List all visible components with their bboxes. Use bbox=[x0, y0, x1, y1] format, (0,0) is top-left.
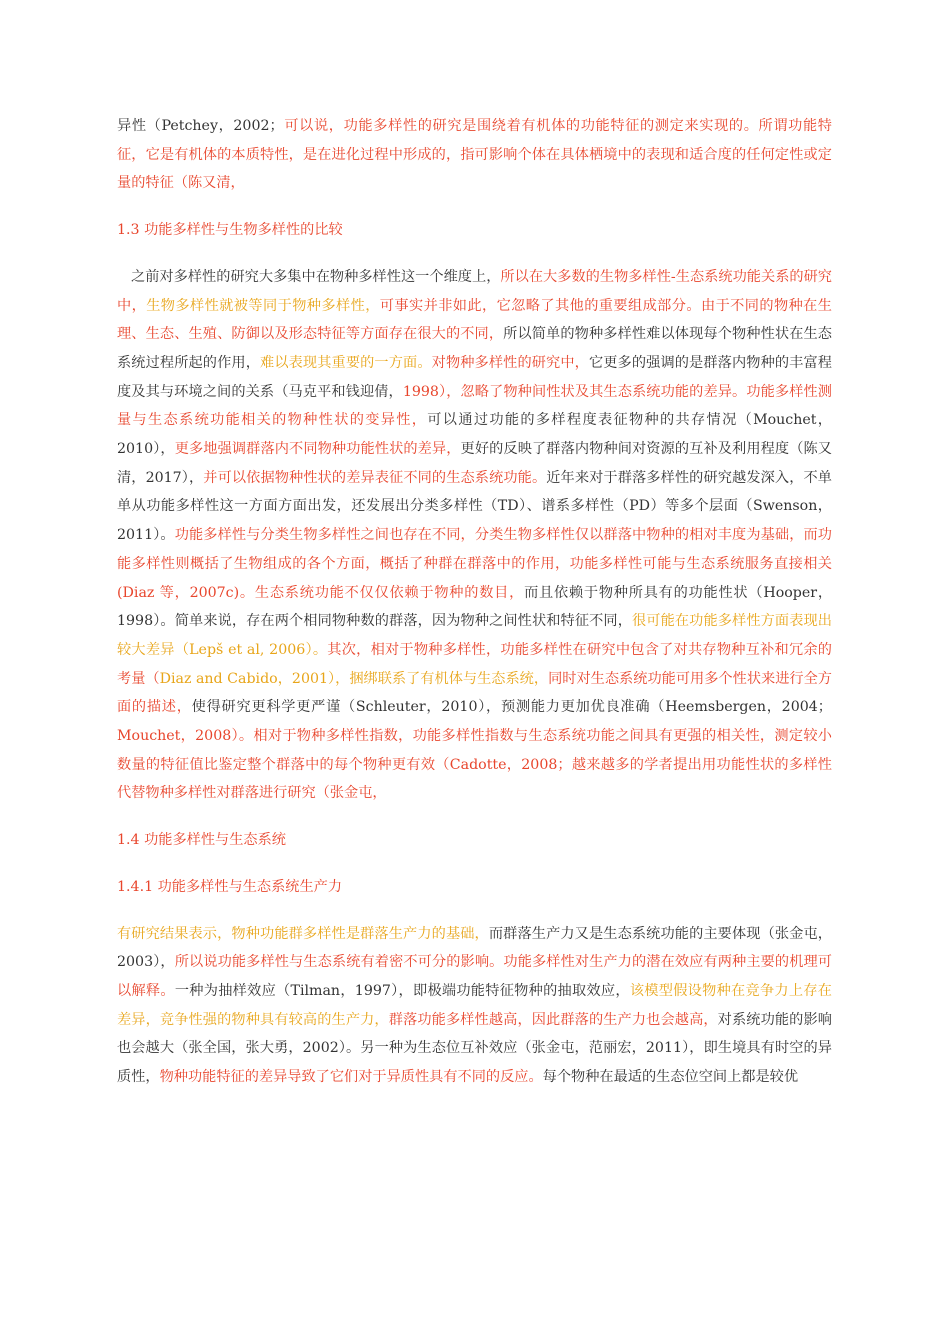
text-run: 该模型假设物种在竞争力上存在差异，竞争性强的物种具有较高的生产力， bbox=[117, 982, 832, 1028]
text-run: 可以说，功能多样性的研究是围绕着有机体的功能特征的测定来实现的。所谓功能特征，它是有机体的本质特性，是在进化过程中形成的，指可影响个体在具体栖境中的表现和适合度的任何定性或定量的特征（陈又清， bbox=[117, 118, 832, 192]
text-run: 异性（Petchey，2002； bbox=[117, 118, 284, 134]
section-heading-1-3 bbox=[117, 216, 832, 245]
paragraph-3 bbox=[117, 920, 832, 1092]
text-run: 所以说功能多样性与生态系统有着密不可分的影响。功能多样性对生产力的潜在效应有两种主要的机理可以解释。 bbox=[117, 954, 832, 999]
text-run: 同时对生态系统功能可用多个性状来进行全方面的描述， bbox=[117, 670, 832, 716]
text-run: 物种功能特征的差异导致了它们对于异质性具有不同的反应。 bbox=[159, 1069, 543, 1086]
text-run: 群落功能多样性越高，因此群落的生产力也会越高， bbox=[388, 1011, 718, 1028]
text-run: 难以表现其重要的一方面。 bbox=[260, 354, 432, 371]
heading-text: 1.4 功能多样性与生态系统 bbox=[117, 832, 286, 849]
text-run: Mouchet，2008）。相对于物种多样性指数，功能多样性指数与生态系统功能之间具有更强的相关性，测定较小数量的特征值比鉴定整个群落中的每个物种更有效（Cadotte，2008；越来越多的学者提出用功能性状的多样性代替物种多样性对群落进行研究（张金屯， bbox=[117, 728, 832, 802]
text-run: 更好的反映了群落内物种间对资源的互补及利用程度（陈又清，2017）， bbox=[117, 441, 832, 486]
text-run: 更多地强调群落内不同物种功能性状的差异， bbox=[174, 441, 461, 458]
text-run: 可以通过功能的多样程度表征物种的共存情况（Mouchet，2010）， bbox=[117, 412, 832, 458]
text-run: 而且依赖于物种所具有的功能性状（Hooper，1998）。简单来说，存在两个相同物种数的群落，因为物种之间性状和特征不同， bbox=[117, 584, 833, 630]
text-run: 所以在大多数的生物多样性-生态系统功能关系的研究中， bbox=[117, 268, 832, 314]
document-page bbox=[117, 112, 832, 1092]
text-run: 1998），忽略了物种间性状及其生态系统功能的差异。功能多样性测量与生态系统功能相关的物种性状的变异性， bbox=[117, 383, 832, 429]
text-run: 近年来对于群落多样性的研究越发深入，不单单从功能多样性这一方面方面出发，还发展出分类多样性（TD）、谱系多样性（PD）等多个层面（Swenson，2011）。 bbox=[117, 469, 832, 544]
paragraph-1 bbox=[117, 112, 832, 198]
heading-text: 1.4.1 功能多样性与生态系统生产力 bbox=[117, 878, 343, 895]
text-run: 它更多的强调的是群落内物种的丰富程度及其与环境之间的关系（马克平和钱迎倩， bbox=[117, 354, 832, 400]
text-run: 有研究结果表示，物种功能群多样性是群落生产力的基础， bbox=[117, 925, 489, 942]
text-run: Diaz and Cabido，2001），捆绑联系了有机体与生态系统， bbox=[159, 670, 549, 687]
text-run: 而群落生产力又是生态系统功能的主要体现（张金屯，2003）， bbox=[117, 925, 832, 971]
text-run: 很可能在功能多样性方面表现出较大差异（Lepš et al, 2006）。 bbox=[117, 613, 832, 658]
text-run: 之前对多样性的研究大多集中在物种多样性这一个维度上， bbox=[131, 268, 501, 285]
text-run: 对物种多样性的研究中， bbox=[431, 354, 589, 371]
text-run: 并可以依据物种性状的差异表征不同的生态系统功能。 bbox=[203, 469, 547, 486]
text-run: 每个物种在最适的生态位空间上都是较优 bbox=[542, 1069, 799, 1086]
text-run: 使得研究更科学更严谨（Schleuter，2010），预测能力更加优良准确（Heemsbergen，2004； bbox=[191, 699, 832, 716]
text-run: 所以简单的物种多样性难以体现每个物种性状在生态系统过程所起的作用， bbox=[117, 326, 832, 371]
text-run: 生物多样性就被等同于物种多样性， bbox=[146, 297, 380, 314]
text-run: 功能多样性与分类生物多样性之间也存在不同，分类生物多样性仅以群落中物种的相对丰度为基础，而功能多样性则概括了生物组成的各个方面，概括了种群在群落中的作用，功能多样性可能与生态系统服务直接相关(Diaz 等，2007c)。生态系统功能不仅仅依赖于物种的数目， bbox=[117, 527, 832, 601]
section-heading-1-4-1 bbox=[117, 873, 832, 902]
text-run: 对系统功能的影响也会越大（张全国，张大勇，2002）。另一种为生态位互补效应（张金屯，范丽宏，2011），即生境具有时空的异质性， bbox=[117, 1011, 832, 1086]
paragraph-2 bbox=[117, 263, 832, 808]
section-heading-1-4 bbox=[117, 826, 832, 855]
text-run: 一种为抽样效应（Tilman，1997），即极端功能特征物种的抽取效应， bbox=[174, 982, 630, 999]
text-run: 其次，相对于物种多样性，功能多样性在研究中包含了对共存物种互补和冗余的考量（ bbox=[117, 641, 832, 687]
heading-text: 1.3 功能多样性与生物多样性的比较 bbox=[117, 222, 343, 239]
text-run: 可事实并非如此，它忽略了其他的重要组成部分。由于不同的物种在生理、生态、生殖、防御以及形态特征等方面存在很大的不同， bbox=[117, 297, 832, 343]
